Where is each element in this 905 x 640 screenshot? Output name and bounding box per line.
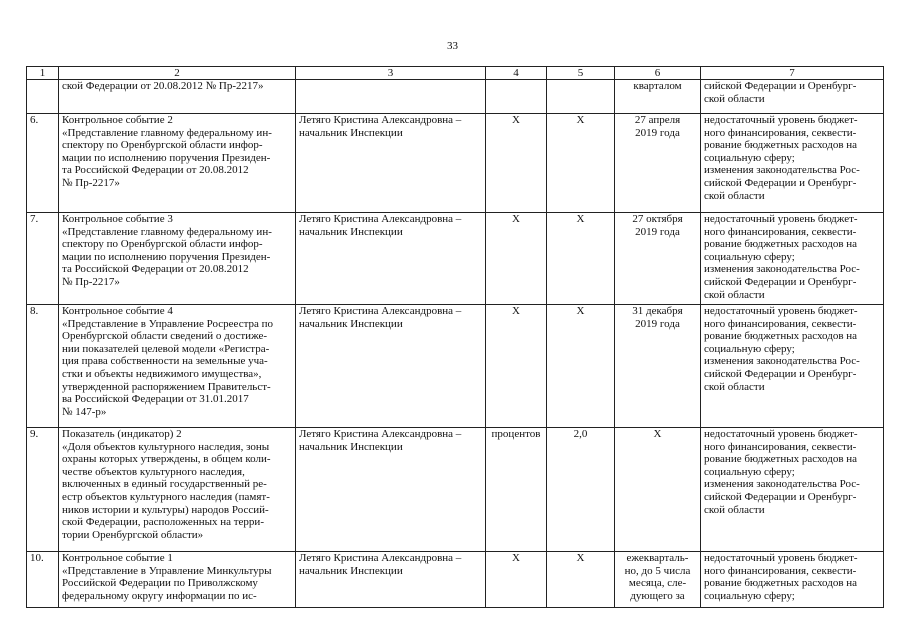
responsible-person: Летяго Кристина Александровна – начальник Инспекции — [296, 428, 486, 552]
responsible-person: Летяго Кристина Александровна – начальник Инспекции — [296, 305, 486, 428]
event-description: Контрольное событие 3 «Представление главному федеральному ин- спектору по Оренбургской области инфор- мации по исполнению поручения Президен- та Российской Федерации от 20.08.2012 № Пр-2217» — [59, 213, 296, 305]
value-cell: Х — [547, 552, 615, 608]
column-number-row — [27, 67, 884, 80]
document-table — [26, 66, 884, 608]
responsible-person: Летяго Кристина Александровна – начальник Инспекции — [296, 213, 486, 305]
unit-cell: процентов — [486, 428, 547, 552]
responsible-person: Летяго Кристина Александровна – начальник Инспекции — [296, 552, 486, 608]
value-cell: Х — [547, 213, 615, 305]
event-description: Контрольное событие 1 «Представление в Управление Минкультуры Российской Федерации по Приволжскому федеральному округу информации по ис- — [59, 552, 296, 608]
column-number: 3 — [296, 67, 486, 80]
table-row — [27, 428, 884, 552]
column-number: 1 — [27, 67, 59, 80]
deadline-cell: ежекварталь- но, до 5 числа месяца, сле- дующего за — [615, 552, 701, 608]
deadline-cell: 27 октября 2019 года — [615, 213, 701, 305]
table-row — [27, 305, 884, 428]
row-number — [27, 80, 59, 114]
risks-cell: недостаточный уровень бюджет- ного финансирования, секвести- рование бюджетных расходов на социальную сферу; изменения законодательства Рос- сийской Федерации и Оренбург- ской области — [701, 428, 884, 552]
column-number: 6 — [615, 67, 701, 80]
responsible-person: Летяго Кристина Александровна – начальник Инспекции — [296, 114, 486, 213]
page-number: 33 — [447, 40, 458, 52]
responsible-person — [296, 80, 486, 114]
column-number: 4 — [486, 67, 547, 80]
value-cell: Х — [547, 114, 615, 213]
unit-cell: Х — [486, 305, 547, 428]
table-row — [27, 114, 884, 213]
table-body — [27, 67, 884, 608]
column-number: 7 — [701, 67, 884, 80]
unit-cell — [486, 80, 547, 114]
row-number: 10. — [27, 552, 59, 608]
risks-cell: недостаточный уровень бюджет- ного финансирования, секвести- рование бюджетных расходов на социальную сферу; изменения законодательства Рос- сийской Федерации и Оренбург- ской области — [701, 114, 884, 213]
unit-cell: Х — [486, 114, 547, 213]
risks-cell: недостаточный уровень бюджет- ного финансирования, секвести- рование бюджетных расходов на социальную сферу; изменения законодательства Рос- сийской Федерации и Оренбург- ской области — [701, 213, 884, 305]
value-cell — [547, 80, 615, 114]
value-cell: Х — [547, 305, 615, 428]
row-number: 9. — [27, 428, 59, 552]
deadline-cell: 27 апреля 2019 года — [615, 114, 701, 213]
deadline-cell: кварталом — [615, 80, 701, 114]
event-description: ской Федерации от 20.08.2012 № Пр-2217» — [59, 80, 296, 114]
deadline-cell: Х — [615, 428, 701, 552]
table-row — [27, 80, 884, 114]
unit-cell: Х — [486, 213, 547, 305]
value-cell: 2,0 — [547, 428, 615, 552]
risks-cell: сийской Федерации и Оренбург- ской области — [701, 80, 884, 114]
row-number: 7. — [27, 213, 59, 305]
column-number: 5 — [547, 67, 615, 80]
column-number: 2 — [59, 67, 296, 80]
row-number: 8. — [27, 305, 59, 428]
deadline-cell: 31 декабря 2019 года — [615, 305, 701, 428]
risks-cell: недостаточный уровень бюджет- ного финансирования, секвести- рование бюджетных расходов на социальную сферу; изменения законодательства Рос- сийской Федерации и Оренбург- ской области — [701, 305, 884, 428]
unit-cell: Х — [486, 552, 547, 608]
risks-cell: недостаточный уровень бюджет- ного финансирования, секвести- рование бюджетных расходов на социальную сферу; — [701, 552, 884, 608]
table-row — [27, 213, 884, 305]
table-row — [27, 552, 884, 608]
event-description: Контрольное событие 2 «Представление главному федеральному ин- спектору по Оренбургской области инфор- мации по исполнению поручения Президен- та Российской Федерации от 20.08.2012 № Пр-2217» — [59, 114, 296, 213]
indicator-description: Показатель (индикатор) 2 «Доля объектов культурного наследия, зоны охраны которых утверждены, в общем коли- честве объектов культурного наследия, включенных в единый государственный ре- естр объектов культурного наследия (памят- ников истории и культуры) народов Россий- ской Федерации, расположенных на терри- тории Оренбургской области» — [59, 428, 296, 552]
event-description: Контрольное событие 4 «Представление в Управление Росреестра по Оренбургской области сведений о достиже- нии показателей целевой модели «Регистра- ция права собственности на земельные уча- стки и объекты недвижимого имущества», утвержденной распоряжением Правительст- ва Российской Федерации от 31.01.2017 № 147-р» — [59, 305, 296, 428]
row-number: 6. — [27, 114, 59, 213]
